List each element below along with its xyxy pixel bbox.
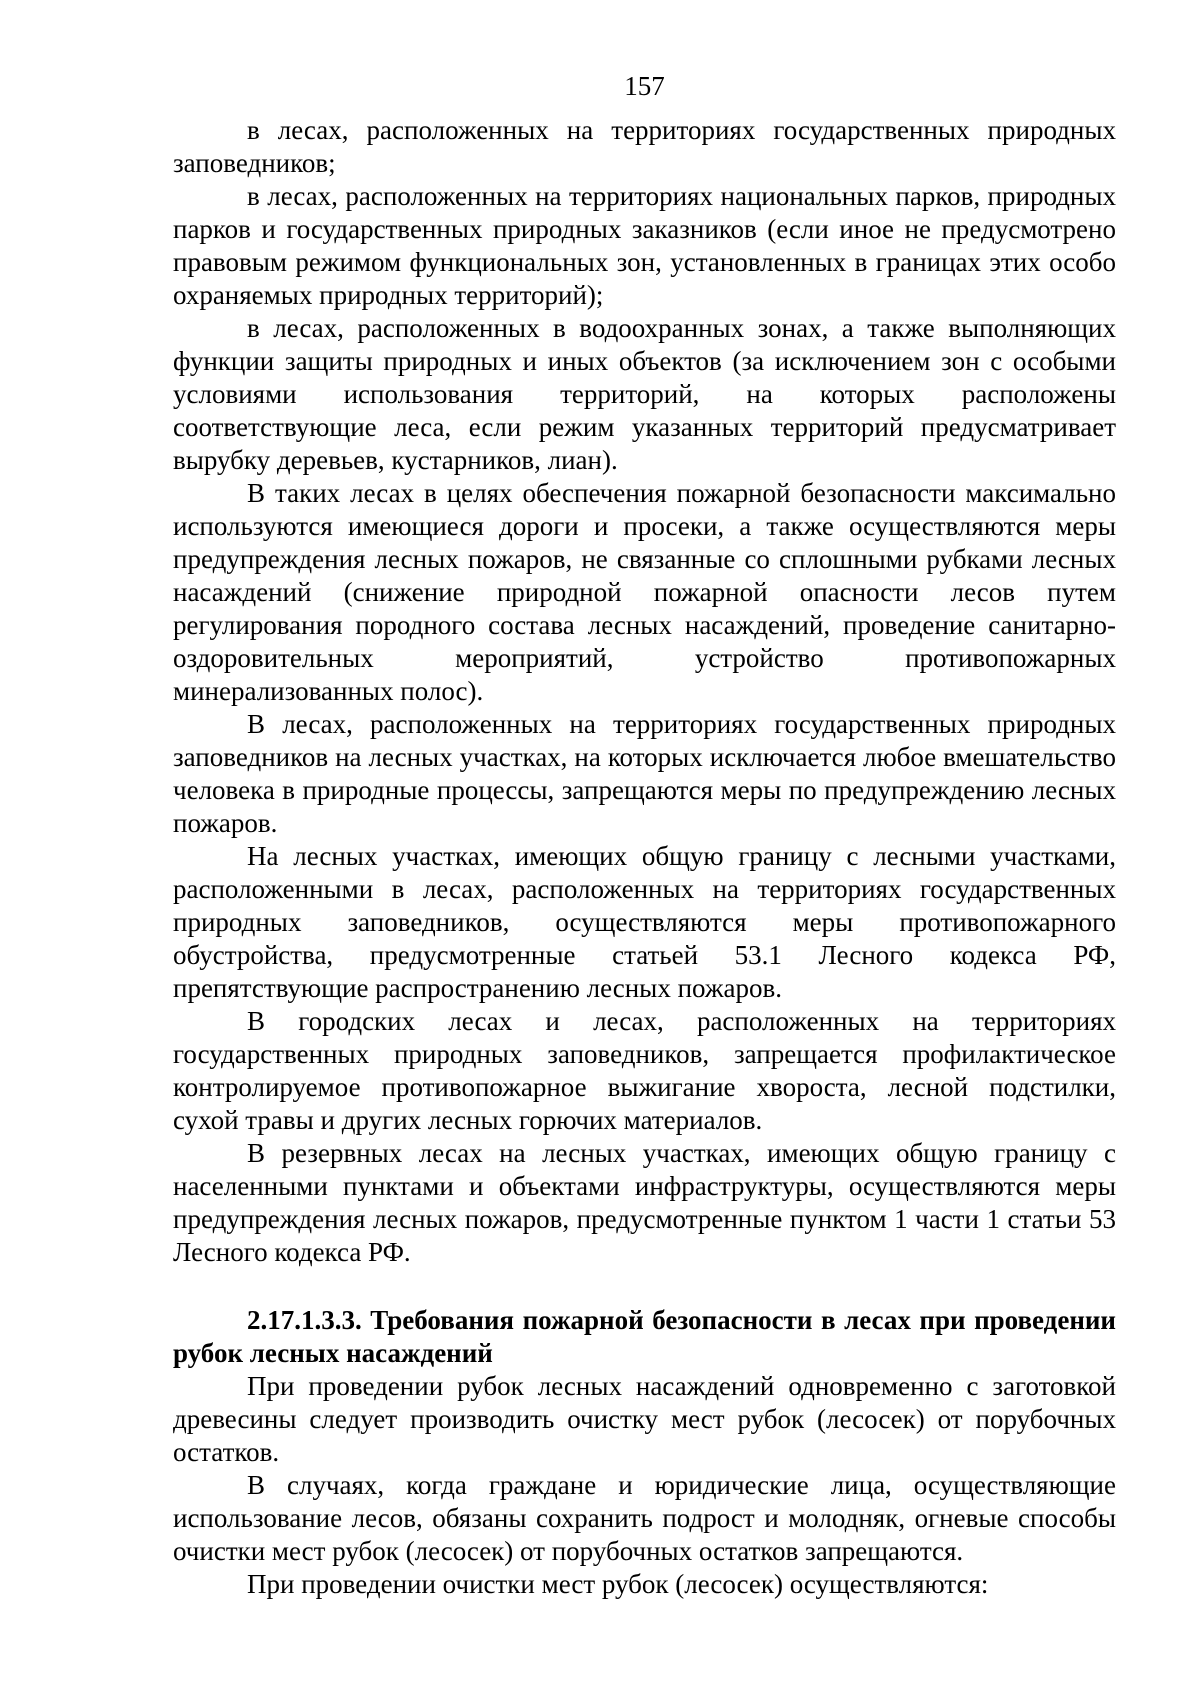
section-heading: 2.17.1.3.3. Требования пожарной безопасности в лесах при проведении рубок лесных насаждений: [173, 1305, 1116, 1368]
paragraph-fire-safety-measures: В таких лесах в целях обеспечения пожарной безопасности максимально используются имеющиеся дороги и просеки, а также осуществляются меры предупреждения лесных пожаров, не связанные со сплошными рубками лесных насаждений (снижение природной пожарной опасности лесов путем регулирования породного состава лесных насаждений, проведение санитарно-оздоровительных мероприятий, устройство противопожарных минерализованных полос).: [173, 478, 1116, 706]
paragraph-fire-methods-prohibited: В случаях, когда граждане и юридические лица, осуществляющие использование лесов, обязаны сохранить подрост и молодняк, огневые способы очистки мест рубок (лесосек) от порубочных остатков запрещаются.: [173, 1470, 1116, 1566]
paragraph-logging-cleanup: При проведении рубок лесных насаждений одновременно с заготовкой древесины следует производить очистку мест рубок (лесосек) от порубочных остатков.: [173, 1371, 1116, 1467]
paragraph-reserve-forests: В резервных лесах на лесных участках, имеющих общую границу с населенными пунктами и объектами инфраструктуры, осуществляются меры предупреждения лесных пожаров, предусмотренные пунктом 1 части 1 статьи 53 Лесного кодекса РФ.: [173, 1138, 1116, 1267]
paragraph-adjacent-plots: На лесных участках, имеющих общую границу с лесными участками, расположенными в лесах, расположенных на территориях государственных природных заповедников, осуществляются меры противопожарного обустройства, предусмотренные статьей 53.1 Лесного кодекса РФ, препятствующие распространению лесных пожаров.: [173, 841, 1116, 1003]
paragraph-water-protection: в лесах, расположенных в водоохранных зонах, а также выполняющих функции защиты природных и иных объектов (за исключением зон с особыми условиями использования территорий, на которых расположены соответствующие леса, если режим указанных территорий предусматривает вырубку деревьев, кустарников, лиан).: [173, 313, 1116, 475]
paragraph-reserves: в лесах, расположенных на территориях государственных природных заповедников;: [173, 115, 1116, 178]
paragraph-prohibited-measures: В лесах, расположенных на территориях государственных природных заповедников на лесных участках, на которых исключается любое вмешательство человека в природные процессы, запрещаются меры по предупреждению лесных пожаров.: [173, 709, 1116, 838]
document-page: [173, 66, 1116, 1601]
page-number: 157: [624, 71, 665, 101]
paragraph-urban-forests: В городских лесах и лесах, расположенных на территориях государственных природных заповедников, запрещается профилактическое контролируемое противопожарное выжигание хвороста, лесной подстилки, сухой травы и других лесных горючих материалов.: [173, 1006, 1116, 1135]
paragraph-cleanup-actions: При проведении очистки мест рубок (лесосек) осуществляются:: [247, 1569, 989, 1599]
paragraph-national-parks: в лесах, расположенных на территориях национальных парков, природных парков и государственных природных заказников (если иное не предусмотрено правовым режимом функциональных зон, установленных в границах этих особо охраняемых природных территорий);: [173, 181, 1116, 310]
